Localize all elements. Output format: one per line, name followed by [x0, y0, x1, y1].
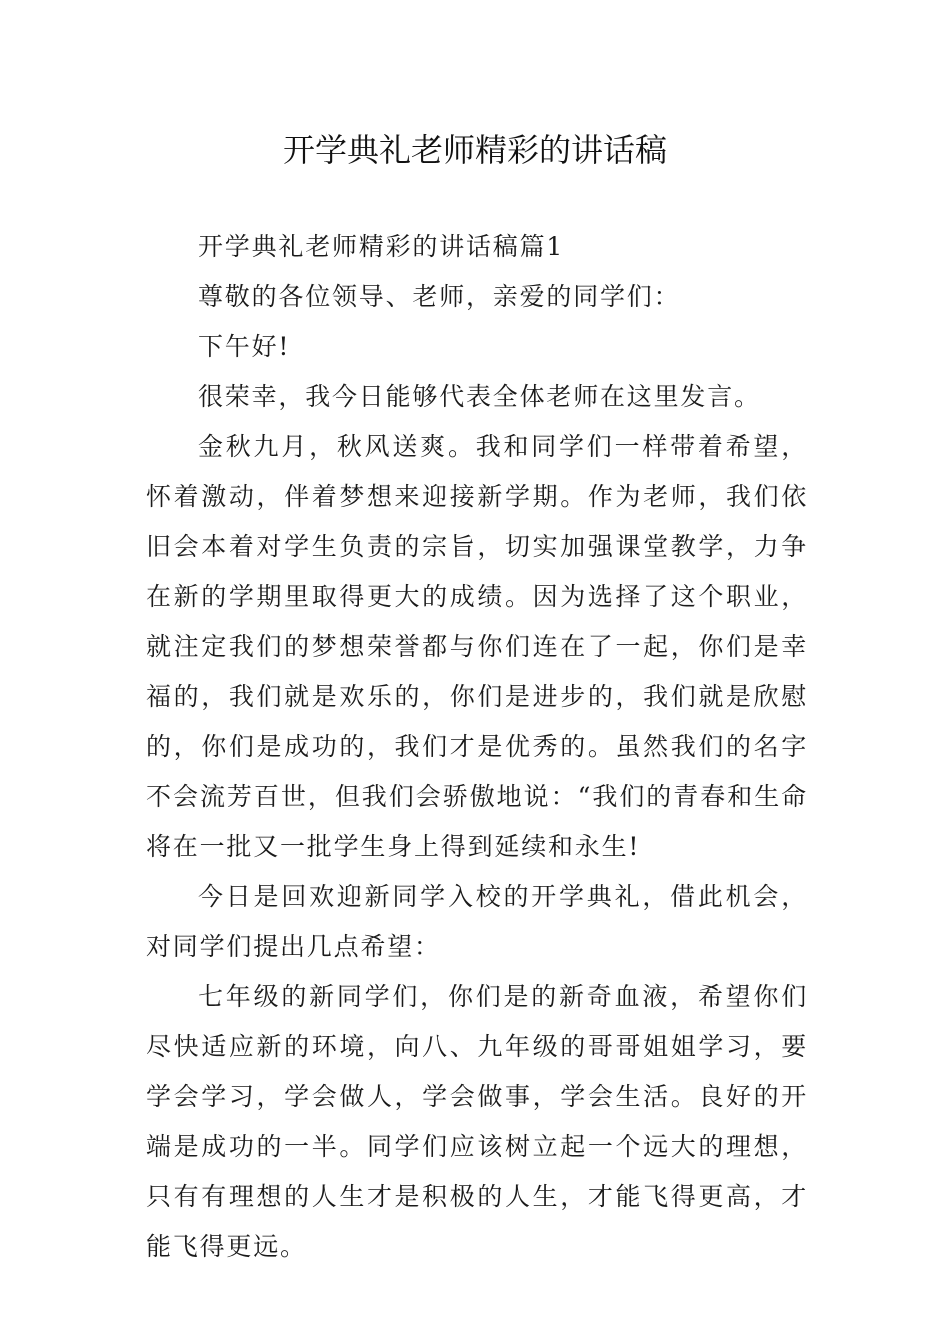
- document-title: 开学典礼老师精彩的讲话稿: [282, 131, 667, 169]
- greeting-paragraph: 下午好!: [198, 332, 291, 361]
- body-paragraph: 很荣幸，我今日能够代表全体老师在这里发言。: [198, 382, 761, 411]
- body-paragraph: 七年级的新同学们，你们是的新奇血液，希望你们尽快适应新的环境，向八、九年级的哥哥姐姐学习，要学会学习，学会做人，学会做事，学会生活。良好的开端是成功的一半。同学们应该树立起一个远大的理想，只有有理想的人生才是积极的人生，才能飞得更高，才能飞得更远。: [146, 982, 808, 1261]
- section-heading: 开学典礼老师精彩的讲话稿篇1: [198, 232, 565, 261]
- body-paragraph: 今日是回欢迎新同学入校的开学典礼，借此机会，对同学们提出几点希望：: [146, 882, 808, 961]
- salutation-paragraph: 尊敬的各位领导、老师，亲爱的同学们：: [198, 282, 681, 311]
- body-paragraph: 金秋九月，秋风送爽。我和同学们一样带着希望，怀着激动，伴着梦想来迎接新学期。作为老师，我们依旧会本着对学生负责的宗旨，切实加强课堂教学，力争在新的学期里取得更大的成绩。因为选择了这个职业，就注定我们的梦想荣誉都与你们连在了一起，你们是幸福的，我们就是欢乐的，你们是进步的，我们就是欣慰的，你们是成功的，我们才是优秀的。虽然我们的名字不会流芳百世，但我们会骄傲地说：“我们的青春和生命将在一批又一批学生身上得到延续和永生!: [146, 432, 808, 861]
- document-body: [146, 222, 808, 1272]
